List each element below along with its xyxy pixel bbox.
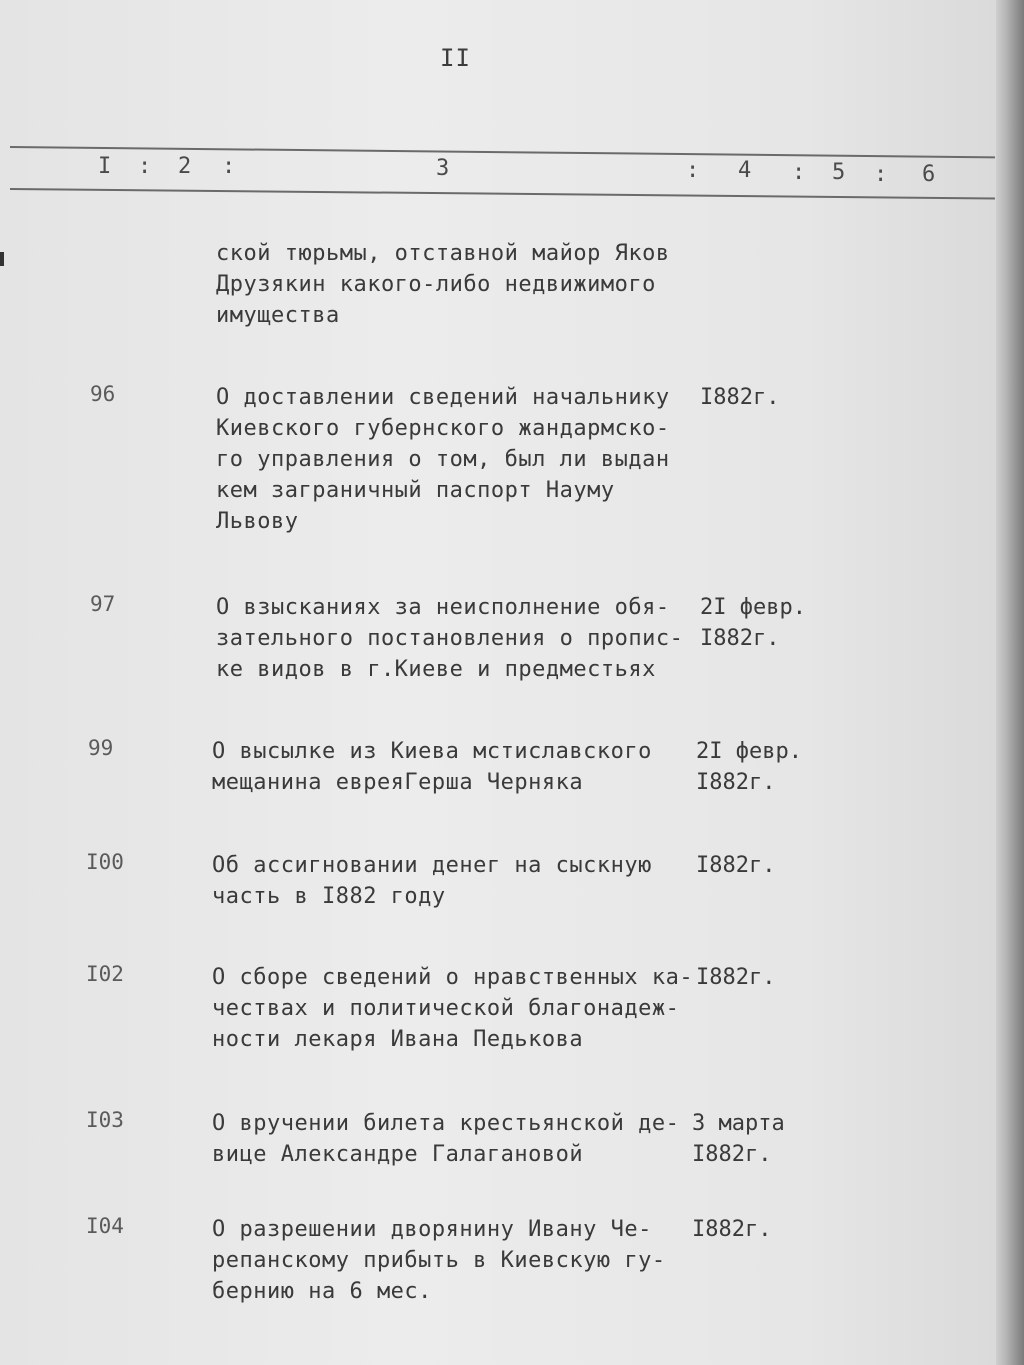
column-separator: :: [686, 158, 700, 183]
column-separator: :: [792, 160, 806, 185]
entry-title: Об ассигновании денег на сыскную часть в I882 году: [212, 853, 652, 909]
entry-number: I04: [86, 1214, 124, 1238]
entry-number: 96: [90, 382, 116, 406]
header-rule-top: [10, 146, 995, 158]
entry-date: I882г.: [696, 853, 776, 878]
entry-title: О вручении билета крестьянской де- вице Александре Галагановой: [212, 1111, 680, 1167]
entry-date: I882г.: [692, 1217, 772, 1242]
column-header-6: 6: [922, 162, 936, 187]
entry-number: I00: [86, 850, 124, 874]
page-edge-shadow: [996, 0, 1024, 1365]
entry-date: I882г.: [700, 385, 780, 410]
page-number: II: [440, 44, 471, 72]
column-header-3: 3: [436, 156, 450, 181]
column-header-4: 4: [738, 158, 752, 183]
column-header-5: 5: [832, 160, 846, 185]
entry-number: 99: [88, 736, 114, 760]
entry-title: О сборе сведений о нравственных ка- чествах и политической благонадеж- ности лекаря Ивана Педькова: [212, 965, 694, 1052]
entry-date: I882г.: [696, 965, 776, 990]
entry-title: О высылке из Киева мстиславского мещанина евреяГерша Черняка: [212, 739, 652, 795]
column-header-2: 2: [178, 154, 192, 179]
entry-date: 2I февр. I882г.: [696, 739, 802, 795]
margin-mark: [0, 252, 4, 266]
column-separator: :: [138, 154, 152, 179]
entry-title: О разрешении дворянину Ивану Че- репанскому прибыть в Киевскую гу- бернию на 6 мес.: [212, 1217, 666, 1304]
entry-date: 3 марта I882г.: [692, 1111, 785, 1167]
entry-title: О взысканиях за неисполнение обя- зательного постановления о пропис- ке видов в г.Киеве и предместьях: [216, 595, 684, 682]
entry-number: 97: [90, 592, 116, 616]
column-separator: :: [874, 162, 888, 187]
entry-number: I03: [86, 1108, 124, 1132]
header-rule-bottom: [10, 188, 995, 199]
entry-title: О доставлении сведений начальнику Киевского губернского жандармско- го управления о том, был ли выдан кем заграничный паспорт Науму Львову: [216, 385, 670, 534]
column-header-1: I: [98, 154, 112, 179]
column-separator: :: [222, 154, 236, 179]
entry-date: 2I февр. I882г.: [700, 595, 806, 651]
entry-number: I02: [86, 962, 124, 986]
continuation-text: ской тюрьмы, отставной майор Яков Друзякин какого-либо недвижимого имущества: [216, 241, 670, 328]
